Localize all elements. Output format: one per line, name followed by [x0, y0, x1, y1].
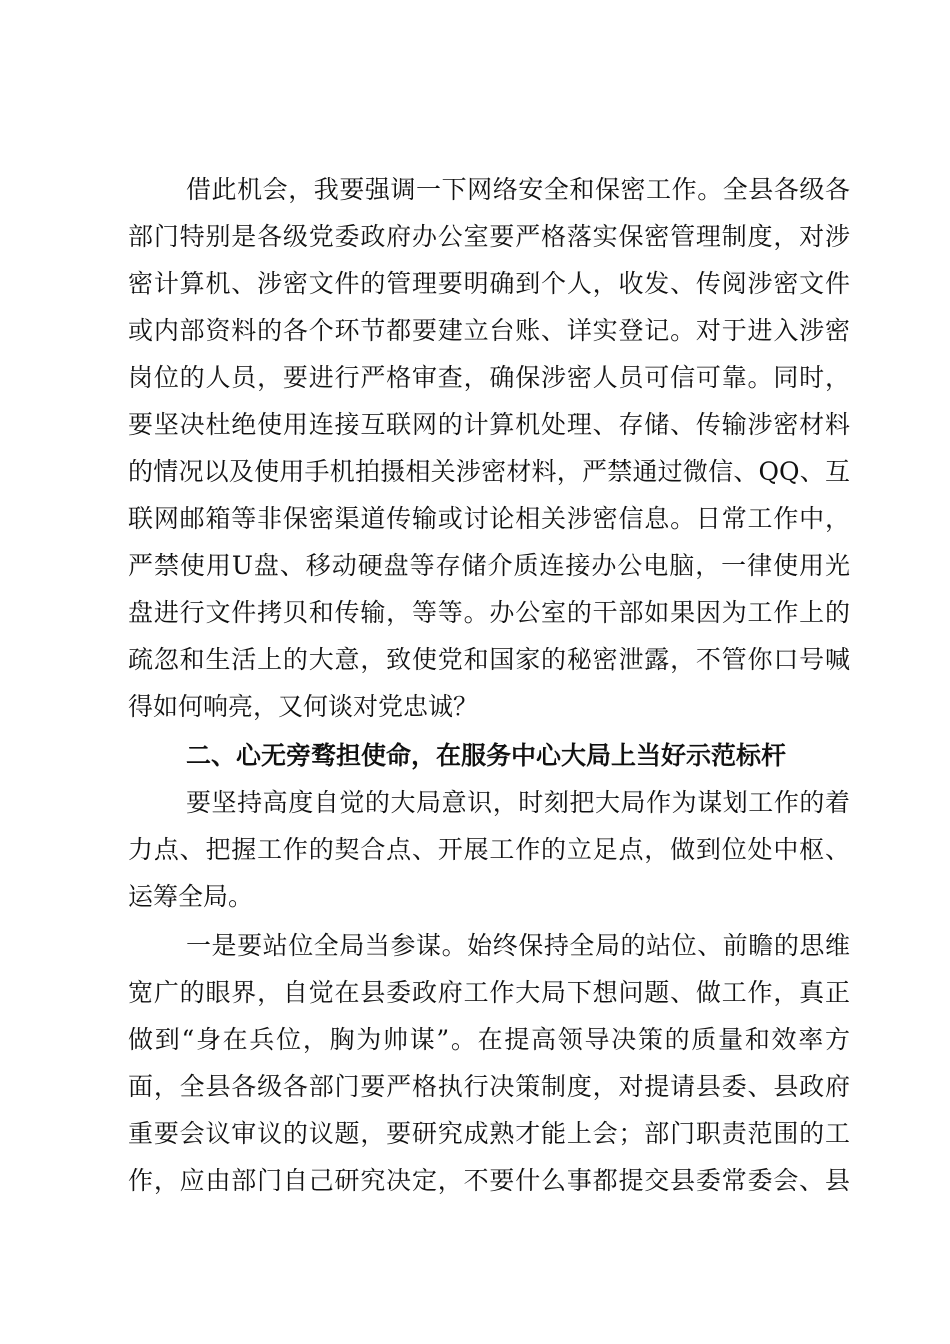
paragraph-line: 岗位的人员，要进行严格审查，确保涉密人员可信可靠。同时，	[128, 363, 850, 392]
paragraph-line: 做到“身在兵位，胸为帅谋”。在提高领导决策的质量和效率方	[128, 1025, 850, 1054]
paragraph-line: 要坚决杜绝使用连接互联网的计算机处理、存储、传输涉密材料	[128, 410, 850, 439]
paragraph-line: 力点、把握工作的契合点、开展工作的立足点，做到位处中枢、	[128, 835, 850, 864]
paragraph-line: 联网邮箱等非保密渠道传输或讨论相关涉密信息。日常工作中，	[128, 504, 850, 533]
paragraph-line: 宽广的眼界，自觉在县委政府工作大局下想问题、做工作，真正	[128, 978, 850, 1007]
paragraph-line: 得如何响亮，又何谈对党忠诚？	[128, 692, 479, 721]
paragraph-line: 的情况以及使用手机拍摄相关涉密材料，严禁通过微信、QQ、互	[128, 457, 850, 486]
paragraph-line: 重要会议审议的议题，要研究成熟才能上会；部门职责范围的工	[128, 1119, 850, 1148]
section-heading: 二、心无旁骛担使命，在服务中心大局上当好示范标杆	[186, 741, 787, 770]
paragraph-line: 或内部资料的各个环节都要建立台账、详实登记。对于进入涉密	[128, 316, 850, 345]
paragraph-line: 作，应由部门自己研究决定，不要什么事都提交县委常委会、县	[128, 1166, 850, 1195]
paragraph-line: 部门特别是各级党委政府办公室要严格落实保密管理制度，对涉	[128, 222, 850, 251]
paragraph-line: 疏忽和生活上的大意，致使党和国家的秘密泄露，不管你口号喊	[128, 645, 850, 674]
paragraph-line: 面，全县各级各部门要严格执行决策制度，对提请县委、县政府	[128, 1072, 850, 1101]
paragraph-line: 一是要站位全局当参谋。始终保持全局的站位、前瞻的思维	[186, 931, 850, 960]
paragraph-line: 要坚持高度自觉的大局意识，时刻把大局作为谋划工作的着	[186, 788, 850, 817]
paragraph-line: 盘进行文件拷贝和传输，等等。办公室的干部如果因为工作上的	[128, 598, 850, 627]
paragraph-line: 严禁使用U盘、移动硬盘等存储介质连接办公电脑，一律使用光	[128, 551, 850, 580]
paragraph-line: 密计算机、涉密文件的管理要明确到个人，收发、传阅涉密文件	[128, 269, 850, 298]
paragraph-line: 借此机会，我要强调一下网络安全和保密工作。全县各级各	[186, 175, 850, 204]
paragraph-line: 运筹全局。	[128, 882, 254, 911]
